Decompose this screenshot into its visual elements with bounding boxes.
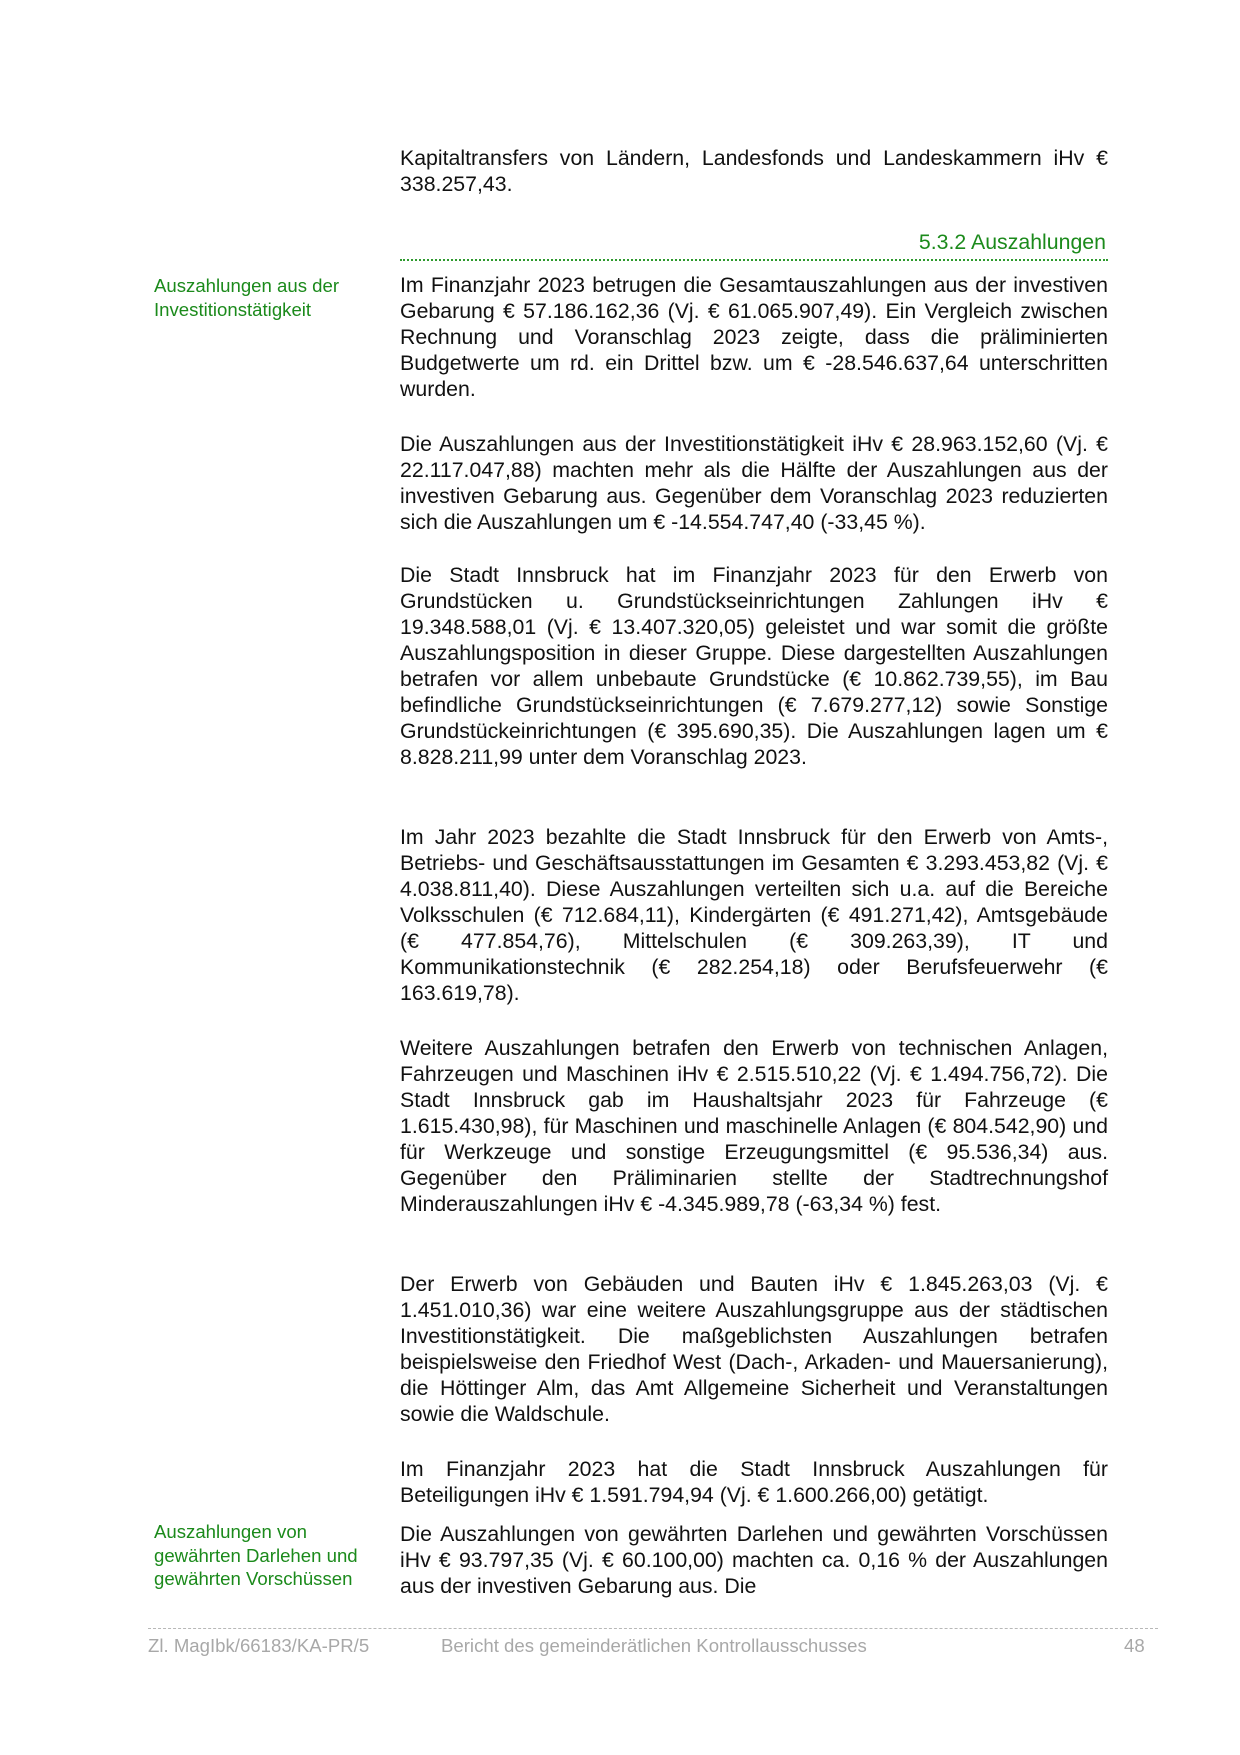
footer-reference: Zl. MagIbk/66183/KA-PR/5 bbox=[148, 1635, 370, 1656]
paragraph-text: Die Auszahlungen aus der Investitionstätigkeit iHv € 28.963.152,60 (Vj. € 22.117.047,88) machten mehr als die Hälfte der Auszahlungen aus der investiven Gebarung aus. Gegenüber dem Voranschlag 2023 reduzierten sich die Auszahlungen um € -14.554.747,40 (-33,45 %). bbox=[400, 432, 1108, 534]
paragraph-beteiligungen bbox=[400, 1456, 1108, 1508]
paragraph-text: Die Stadt Innsbruck hat im Finanzjahr 2023 für den Erwerb von Grundstücken u. Grundstückseinrichtungen Zahlungen iHv € 19.348.588,01 (Vj. € 13.407.320,05) geleistet und war somit die größte Auszahlungsposition in dieser Gruppe. Diese dargestellten Auszahlungen betrafen vor allem unbebaute Grundstücke (€ 10.862.739,55), im Bau befindliche Grundstückseinrichtungen (€ 7.679.277,12) sowie Sonstige Grundstückeinrichtungen (€ 395.690,35). Die Auszahlungen lagen um € 8.828.211,99 unter dem Voranschlag 2023. bbox=[400, 563, 1108, 769]
paragraph-text: Kapitaltransfers von Ländern, Landesfonds und Landeskammern iHv € 338.257,43. bbox=[400, 146, 1108, 196]
paragraph-darlehen bbox=[400, 1521, 1108, 1599]
paragraph-kapitaltransfers bbox=[400, 145, 1108, 197]
footer-title: Bericht des gemeinderätlichen Kontrollausschusses bbox=[441, 1635, 867, 1656]
paragraph-gesamtauszahlungen bbox=[400, 272, 1108, 402]
paragraph-text: Im Finanzjahr 2023 hat die Stadt Innsbruck Auszahlungen für Beteiligungen iHv € 1.591.794,94 (Vj. € 1.600.266,00) getätigt. bbox=[400, 1457, 1108, 1507]
section-heading-rule bbox=[400, 229, 1108, 261]
paragraph-text: Im Finanzjahr 2023 betrugen die Gesamtauszahlungen aus der investiven Gebarung € 57.186.162,36 (Vj. € 61.065.907,49). Ein Vergleich zwischen Rechnung und Voranschlag 2023 zeigte, dass die präliminierten Budgetwerte um rd. ein Drittel bzw. um € -28.546.637,64 unterschritten wurden. bbox=[400, 273, 1108, 401]
footer-divider bbox=[148, 1628, 1158, 1629]
paragraph-ausstattungen bbox=[400, 824, 1108, 1006]
paragraph-investitionstaetigkeit bbox=[400, 431, 1108, 535]
paragraph-text: Der Erwerb von Gebäuden und Bauten iHv € 1.845.263,03 (Vj. € 1.451.010,36) war eine weitere Auszahlungsgruppe aus der städtischen Investitionstätigkeit. Die maßgeblichsten Auszahlungen betrafen beispielsweise den Friedhof West (Dach-, Arkaden- und Mauersanierung), die Höttinger Alm, das Amt Allgemeine Sicherheit und Veranstaltungen sowie die Waldschule. bbox=[400, 1272, 1108, 1426]
paragraph-grundstuecke bbox=[400, 562, 1108, 770]
section-heading: 5.3.2 Auszahlungen bbox=[918, 230, 1106, 254]
paragraph-text: Die Auszahlungen von gewährten Darlehen und gewährten Vorschüssen iHv € 93.797,35 (Vj. € 60.100,00) machten ca. 0,16 % der Auszahlungen aus der investiven Gebarung aus. Die bbox=[400, 1522, 1108, 1598]
paragraph-anlagen-fahrzeuge bbox=[400, 1035, 1108, 1217]
page-number: 48 bbox=[1124, 1635, 1145, 1656]
paragraph-text: Im Jahr 2023 bezahlte die Stadt Innsbruck für den Erwerb von Amts-, Betriebs- und Geschäftsausstattungen im Gesamten € 3.293.453,82 (Vj. € 4.038.811,40). Diese Auszahlungen verteilten sich u.a. auf die Bereiche Volksschulen (€ 712.684,11), Kindergärten (€ 491.271,42), Amtsgebäude (€ 477.854,76), Mittelschulen (€ 309.263,39), IT und Kommunikationstechnik (€ 282.254,18) oder Berufsfeuerwehr (€ 163.619,78). bbox=[400, 825, 1108, 1005]
paragraph-gebaeude-bauten bbox=[400, 1271, 1108, 1427]
margin-note-investitionstaetigkeit: Auszahlungen aus der Investitionstätigkeit bbox=[154, 275, 340, 320]
paragraph-text: Weitere Auszahlungen betrafen den Erwerb von technischen Anlagen, Fahrzeugen und Maschinen iHv € 2.515.510,22 (Vj. € 1.494.756,72). Die Stadt Innsbruck gab im Haushaltsjahr 2023 für Fahrzeuge (€ 1.615.430,98), für Maschinen und maschinelle Anlagen (€ 804.542,90) und für Werkzeuge und sonstige Erzeugungsmittel (€ 95.536,34) aus. Gegenüber den Präliminarien stellte der Stadtrechnungshof Minderauszahlungen iHv € -4.345.989,78 (-63,34 %) fest. bbox=[400, 1036, 1108, 1216]
margin-note-darlehen: Auszahlungen von gewährten Darlehen und gewährten Vorschüssen bbox=[154, 1521, 358, 1589]
